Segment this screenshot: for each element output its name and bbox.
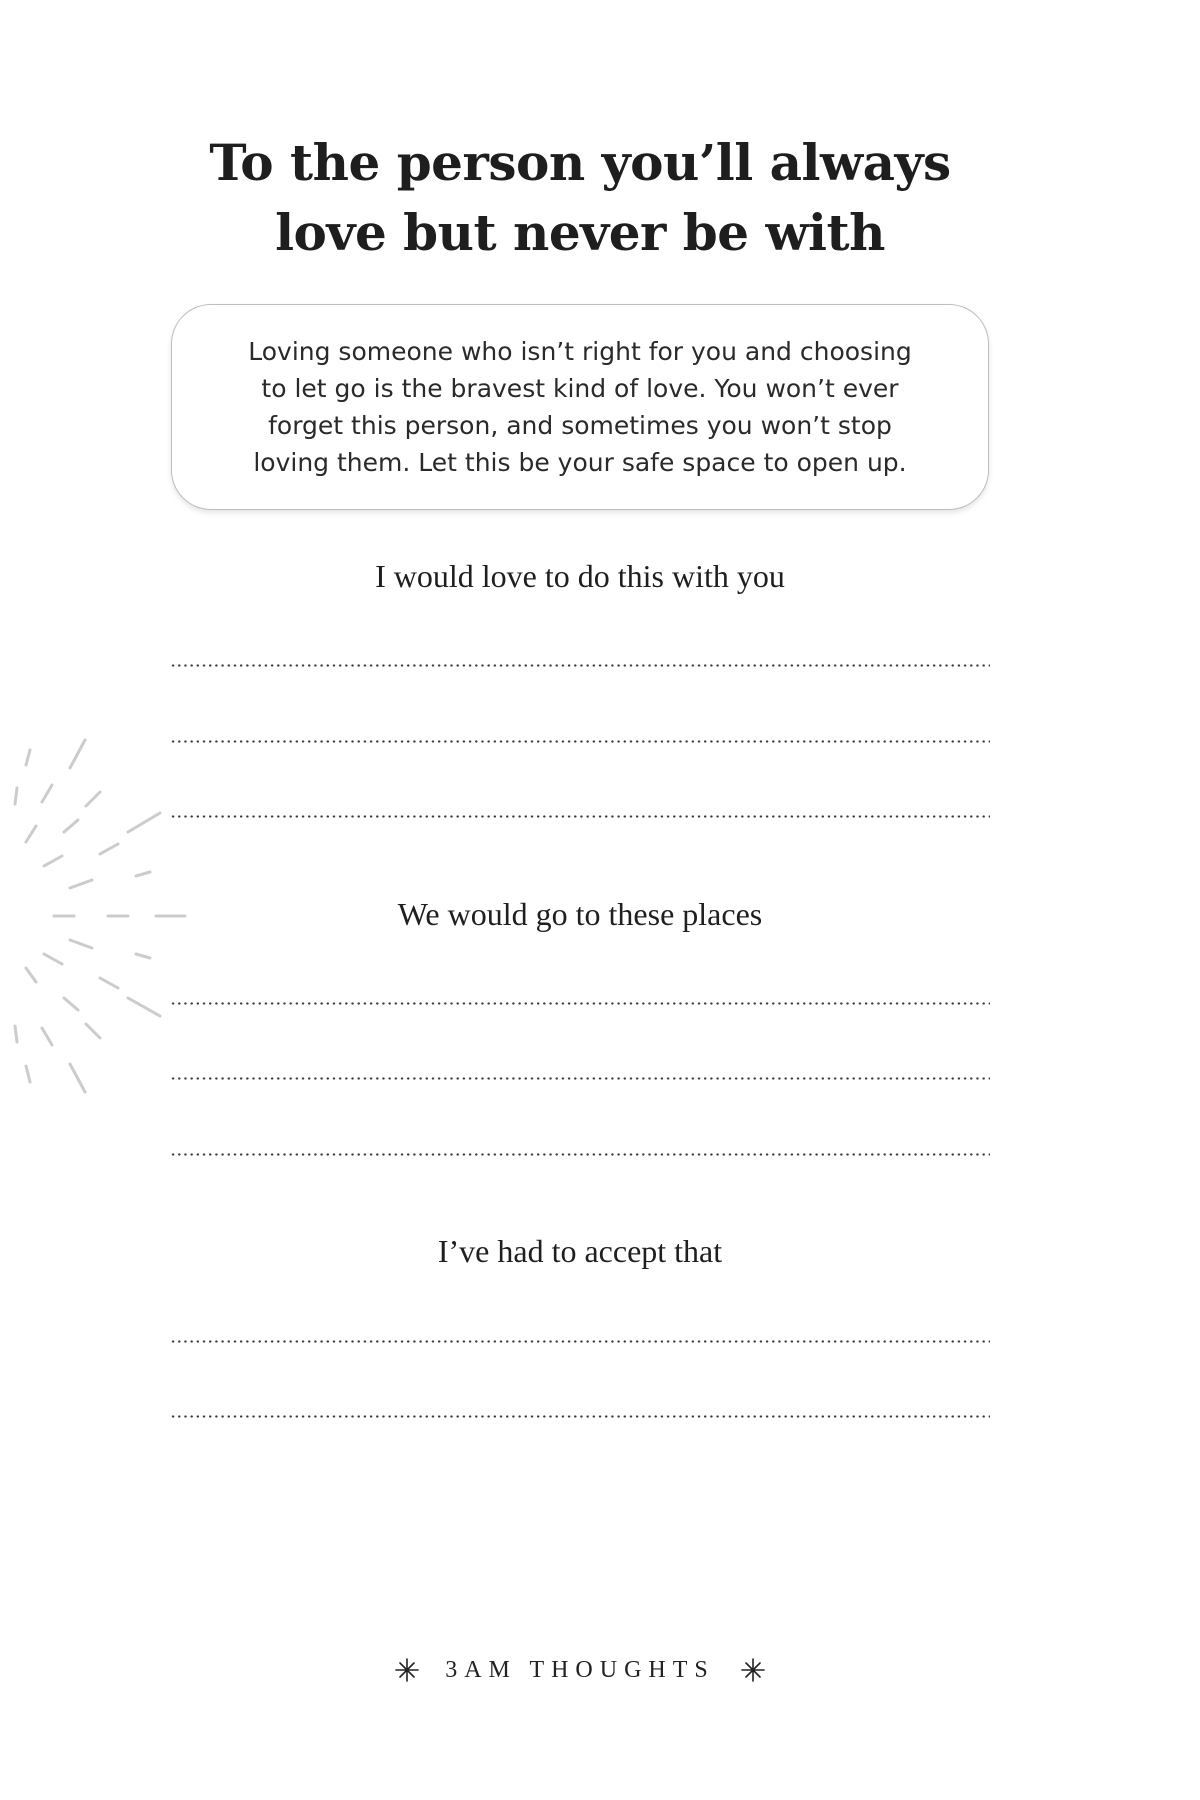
intro-line: to let go is the bravest kind of love. You won’t ever — [261, 374, 899, 403]
page-title-line-1: To the person you’ll always — [209, 133, 951, 192]
dotted-writing-line[interactable] — [170, 1077, 990, 1080]
page-title — [0, 128, 1160, 268]
dotted-writing-line[interactable] — [170, 1153, 990, 1156]
intro-line: forget this person, and sometimes you won’t stop — [268, 411, 892, 440]
sparkle-star-icon — [741, 1658, 765, 1682]
dotted-writing-line[interactable] — [170, 1415, 990, 1418]
sparkle-star-icon — [395, 1658, 419, 1682]
footer-brand-text: 3AM THOUGHTS — [445, 1656, 715, 1683]
dotted-writing-line[interactable] — [170, 740, 990, 743]
prompt-places: We would go to these places — [397, 896, 763, 932]
dotted-writing-line[interactable] — [170, 1002, 990, 1005]
intro-line: Loving someone who isn’t right for you and choosing — [248, 337, 912, 366]
intro-text — [230, 333, 930, 481]
dotted-writing-line[interactable] — [170, 815, 990, 818]
intro-box — [171, 304, 989, 510]
prompt-accept-that: I’ve had to accept that — [437, 1233, 723, 1269]
dotted-writing-line[interactable] — [170, 1340, 990, 1343]
intro-line: loving them. Let this be your safe space to open up. — [253, 448, 907, 477]
page-footer — [0, 1650, 1160, 1690]
dotted-writing-line[interactable] — [170, 664, 990, 667]
page-title-line-2: love but never be with — [275, 203, 885, 262]
prompt-do-this-with-you: I would love to do this with you — [375, 558, 785, 594]
